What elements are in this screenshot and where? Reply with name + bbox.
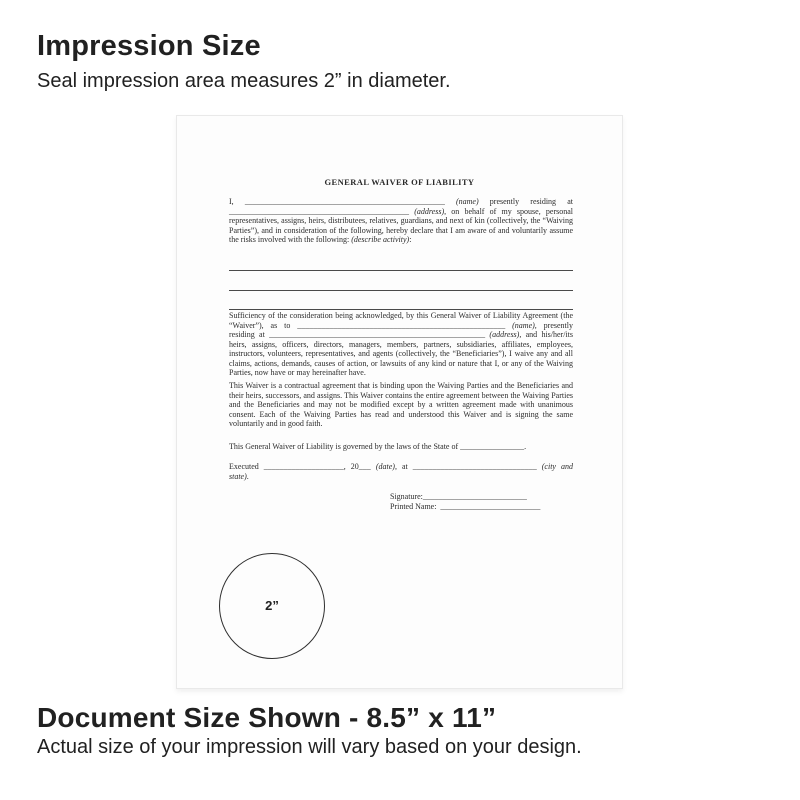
blank-line [229, 271, 573, 291]
paragraph-executed: Executed ____________________, 20___ (date), at _______________________________ (city and state). [229, 462, 573, 481]
impression-size-subtitle: Seal impression area measures 2” in diameter. [37, 70, 451, 92]
document-size-subtitle: Actual size of your impression will vary based on your design. [37, 736, 582, 758]
signature-block [390, 492, 540, 511]
document-title: GENERAL WAIVER OF LIABILITY [324, 177, 475, 187]
document-size-title: Document Size Shown - 8.5” x 11” [37, 702, 497, 733]
paragraph-contractual: This Waiver is a contractual agreement that is binding upon the Waiving Parties and the Beneficiaries and their heirs, successors, and assigns. This Waiver contains the entire agreement between the Waiving Parties and the Beneficiaries and may not be modified except by a written agreement made with unanimous consent. Each of the Waiving Parties has read and understood this Waiver and is signing the same voluntarily and in good faith. [229, 381, 573, 428]
printed-name-line: Printed Name: _________________________ [390, 501, 541, 511]
describe-activity-blank-lines [229, 251, 573, 310]
seal-diameter-label: 2” [265, 598, 279, 614]
seal-impression-circle [219, 553, 325, 659]
paragraph-intro: I, __________________________________________________ (name) presently residing at _____________________________________________ (address), on behalf of my spouse, personal representatives, assigns, heirs, distributees, relatives, guardians, and next of kin (collectively, the “Waiving Parties”), and in consideration of the following, hereby declare that I am aware of and voluntarily assume the risks involved with the following: (describe activity): [229, 197, 573, 244]
blank-line [229, 291, 573, 311]
paragraph-sufficiency: Sufficiency of the consideration being acknowledged, by this General Waiver of Liability Agreement (the “Waiver”), as to ____________________________________________________ (name), presently residing at ______________________________________________________ (address), and his/her/its heirs, assigns, officers, directors, managers, members, partners, subsidiaries, affiliates, employees, instructors, volunteers, representatives, and agents (collectively, the “Beneficiaries”), I waive any and all claims, actions, demands, causes of action, or lawsuits of any kind or nature that I, or any of the Waiving Parties, now have or may hereinafter have. [229, 311, 574, 377]
document-page [176, 115, 623, 689]
blank-line [229, 251, 573, 271]
signature-line: Signature:__________________________ [390, 492, 527, 501]
impression-size-title: Impression Size [37, 30, 261, 62]
paragraph-governing-law: This General Waiver of Liability is governed by the laws of the State of ________________. [229, 442, 527, 451]
